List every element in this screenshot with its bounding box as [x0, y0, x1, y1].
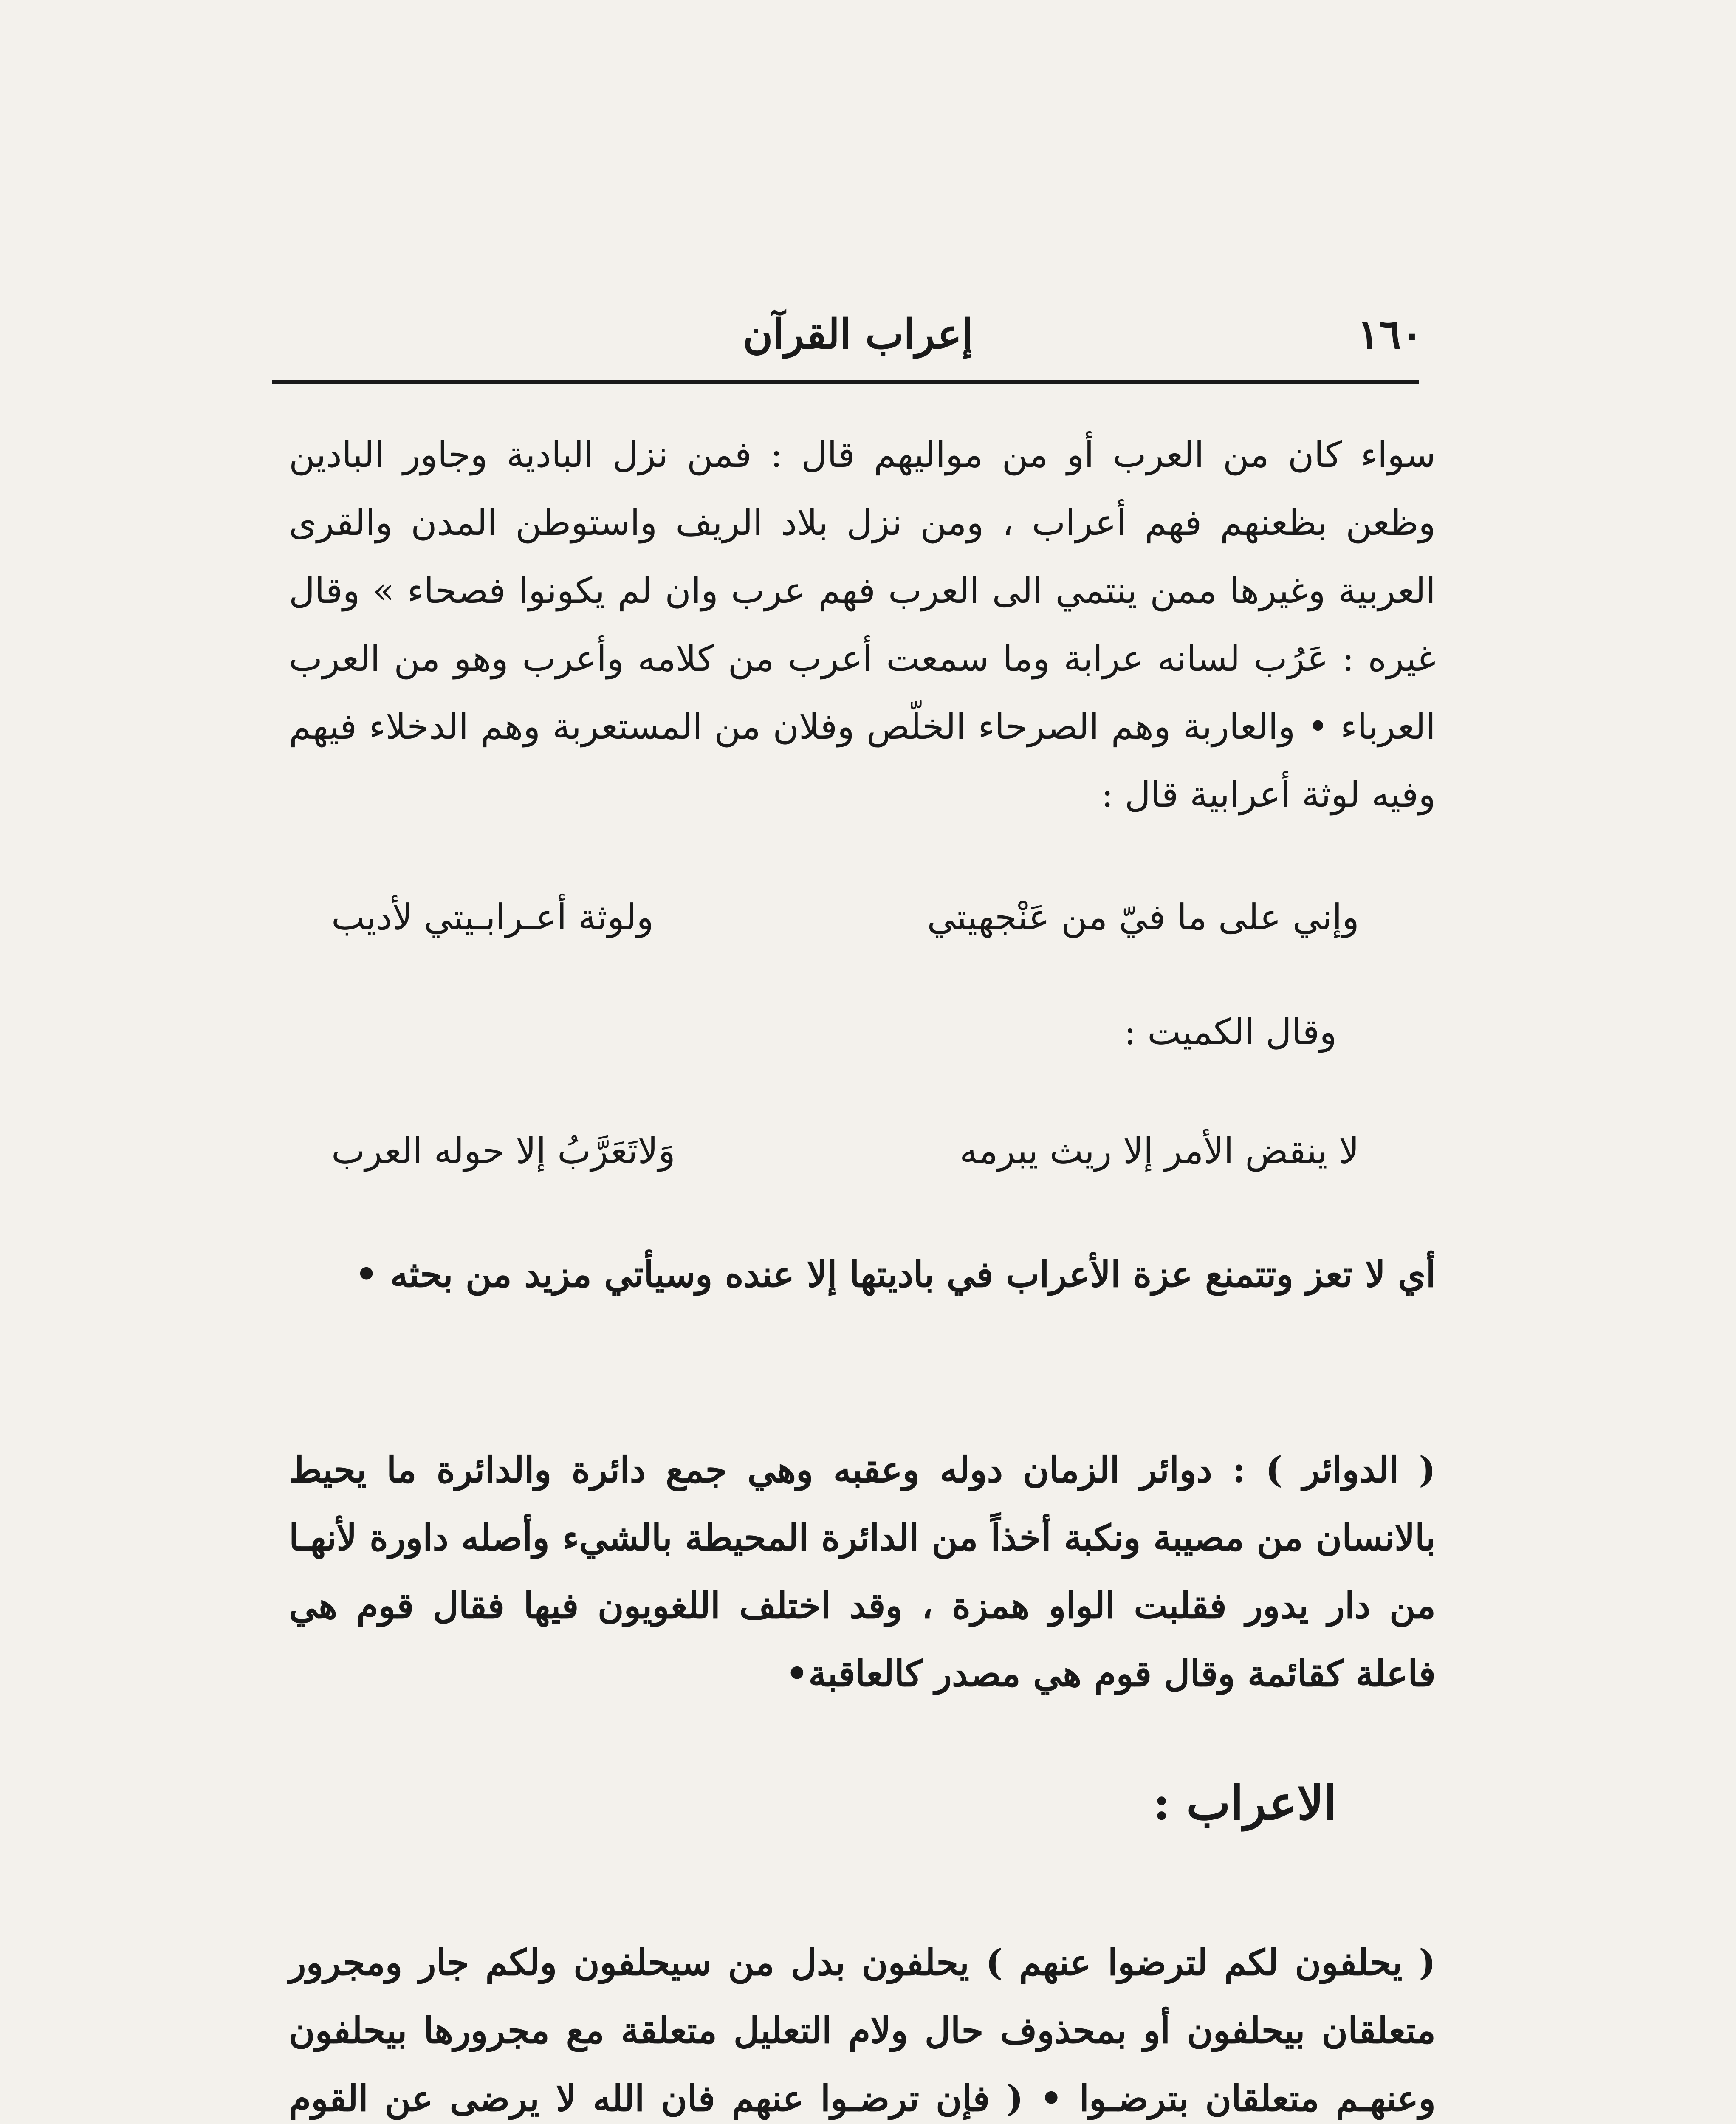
verse-1-hemistich-2: ولوثة أعـرابـيتي لأديب [331, 896, 654, 938]
running-title: إعراب القرآن [742, 310, 973, 358]
page-number: ١٦٠ [1357, 310, 1423, 358]
verse-2-hemistich-1: لا ينقض الأمر إلا ريث يبرمه [960, 1130, 1359, 1172]
verse-2 [331, 1130, 1359, 1198]
paragraph-4: ( يحلفون لكم لترضوا عنهم ) يحلفون بدل من سيحلفون ولكم جار ومجرور متعلقان بيحلفون أو بمحذوف حال ولام التعليل متعلقة مع مجرورها بيحلفون وعنهـم متعلقان بترضـوا • ( فإن ترضـوا عنهم فان الله لا يرضى عن القوم [289, 1941, 1436, 2119]
page-header [293, 297, 1423, 378]
verse-1 [331, 896, 1359, 964]
verse-2-hemistich-2: وَلاتَعَرَّبُ إلا حوله العرب [331, 1130, 675, 1172]
paragraph-2: أي لا تعز وتتمنع عزة الأعراب في باديتها إلا عنده وسيأتي مزيد من بحثه • [355, 1253, 1436, 1295]
paragraph-3: ( الدوائر ) : دوائر الزمان دوله وعقبه وهي جمع دائرة والدائرة ما يحيط بالانسان من مصيبة ونكبة أخذاً من الدائرة المحيطة بالشيء وأصله داورة لأنهـا من دار يدور فقلبت الواو همزة ، وقد اختلف اللغويون فيها فقال قوم هي فاعلة كقائمة وقال قوم هي مصدر كالعاقبة• [289, 1449, 1436, 1695]
verse-1-hemistich-1: وإني على ما فيّ من عَنْجهيتي [927, 896, 1359, 938]
header-rule [272, 380, 1419, 384]
paragraph-1: سواء كان من العرب أو من مواليهم قال : فمن نزل البادية وجاور البادين وظعن بظعنهم فهم أعراب ، ومن نزل بلاد الريف واستوطن المدن والقرى العربية وغيرها ممن ينتمي الى العرب فهم عرب وان لم يكونوا فصحاء » وقال غيره : عَرُب لسانه عرابة وما سمعت أعرب من كلامه وأعرب وهو من العرب العرباء • والعاربة وهم الصرحاء الخلّص وفلان من المستعربة وهم الدخلاء فيهم وفيه لوثة أعرابية قال : [289, 434, 1436, 815]
verse-2-intro: وقال الكميت : [1124, 1011, 1337, 1053]
section-heading: الاعراب : [1153, 1776, 1337, 1830]
